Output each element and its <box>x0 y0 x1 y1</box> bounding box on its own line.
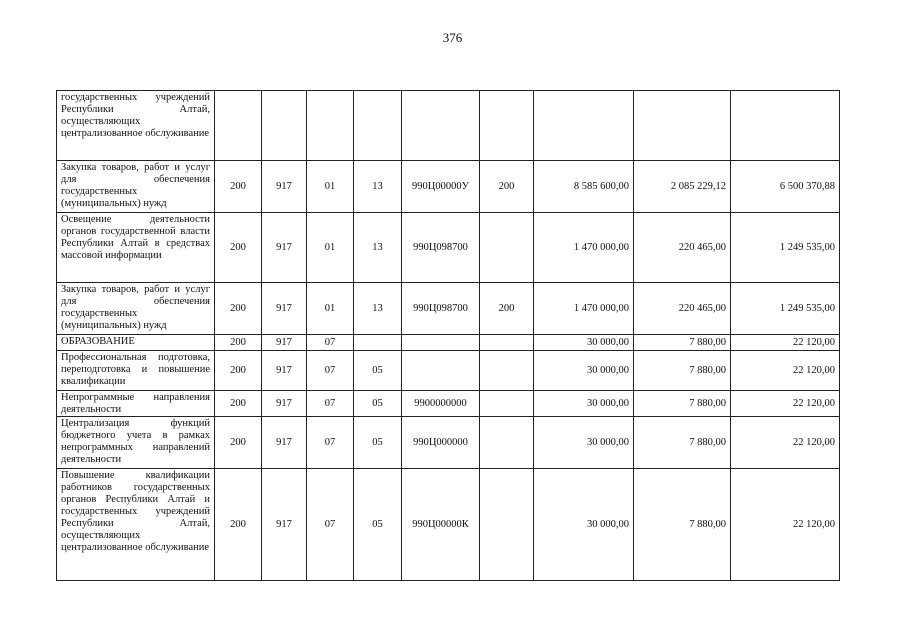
remainder-amount-cell: 1 249 535,00 <box>731 213 840 283</box>
section-cell <box>307 91 354 161</box>
expense-type-cell <box>480 351 534 391</box>
executed-amount-cell: 220 465,00 <box>634 283 731 335</box>
admin-code-cell: 200 <box>215 391 262 417</box>
plan-amount-cell: 30 000,00 <box>534 391 634 417</box>
expense-type-cell: 200 <box>480 283 534 335</box>
plan-amount-cell: 30 000,00 <box>534 417 634 469</box>
target-article-cell: 990Ц098700 <box>402 213 480 283</box>
subsection-cell <box>354 335 402 351</box>
executed-amount-cell: 7 880,00 <box>634 469 731 581</box>
row-name-cell: государственных учреждений Республики Алтай, осуществляющих централизованное обслуживание <box>57 91 215 161</box>
table-row <box>57 391 840 417</box>
target-article-cell: 9900000000 <box>402 391 480 417</box>
table-row <box>57 417 840 469</box>
chief-admin-cell: 917 <box>262 283 307 335</box>
subsection-cell: 05 <box>354 417 402 469</box>
admin-code-cell: 200 <box>215 213 262 283</box>
plan-amount-cell: 8 585 600,00 <box>534 161 634 213</box>
plan-amount-cell: 1 470 000,00 <box>534 283 634 335</box>
chief-admin-cell: 917 <box>262 335 307 351</box>
expense-type-cell <box>480 91 534 161</box>
remainder-amount-cell: 1 249 535,00 <box>731 283 840 335</box>
expense-type-cell <box>480 417 534 469</box>
remainder-amount-cell: 22 120,00 <box>731 469 840 581</box>
subsection-cell: 05 <box>354 351 402 391</box>
chief-admin-cell <box>262 91 307 161</box>
target-article-cell <box>402 335 480 351</box>
plan-amount-cell: 30 000,00 <box>534 469 634 581</box>
section-cell: 01 <box>307 283 354 335</box>
row-name-cell: Освещение деятельности органов государственной власти Республики Алтай в средствах массовой информации <box>57 213 215 283</box>
remainder-amount-cell <box>731 91 840 161</box>
admin-code-cell: 200 <box>215 417 262 469</box>
expense-type-cell <box>480 213 534 283</box>
target-article-cell <box>402 351 480 391</box>
row-name-cell: Закупка товаров, работ и услуг для обеспечения государственных (муниципальных) нужд <box>57 161 215 213</box>
table-row <box>57 335 840 351</box>
target-article-cell: 990Ц00000К <box>402 469 480 581</box>
section-cell: 07 <box>307 335 354 351</box>
executed-amount-cell: 2 085 229,12 <box>634 161 731 213</box>
executed-amount-cell: 7 880,00 <box>634 391 731 417</box>
section-cell: 07 <box>307 391 354 417</box>
target-article-cell: 990Ц000000 <box>402 417 480 469</box>
subsection-cell: 13 <box>354 283 402 335</box>
plan-amount-cell: 30 000,00 <box>534 351 634 391</box>
table-row <box>57 469 840 581</box>
chief-admin-cell: 917 <box>262 417 307 469</box>
remainder-amount-cell: 22 120,00 <box>731 335 840 351</box>
expense-type-cell <box>480 469 534 581</box>
section-cell: 01 <box>307 161 354 213</box>
table-row <box>57 283 840 335</box>
section-cell: 07 <box>307 469 354 581</box>
executed-amount-cell: 220 465,00 <box>634 213 731 283</box>
chief-admin-cell: 917 <box>262 161 307 213</box>
admin-code-cell: 200 <box>215 351 262 391</box>
subsection-cell: 13 <box>354 161 402 213</box>
subsection-cell <box>354 91 402 161</box>
chief-admin-cell: 917 <box>262 469 307 581</box>
admin-code-cell: 200 <box>215 283 262 335</box>
remainder-amount-cell: 22 120,00 <box>731 417 840 469</box>
row-name-cell: Непрограммные направления деятельности <box>57 391 215 417</box>
section-cell: 07 <box>307 351 354 391</box>
chief-admin-cell: 917 <box>262 213 307 283</box>
executed-amount-cell: 7 880,00 <box>634 335 731 351</box>
table-row <box>57 91 840 161</box>
plan-amount-cell: 30 000,00 <box>534 335 634 351</box>
remainder-amount-cell: 22 120,00 <box>731 391 840 417</box>
section-cell: 07 <box>307 417 354 469</box>
admin-code-cell: 200 <box>215 469 262 581</box>
plan-amount-cell <box>534 91 634 161</box>
remainder-amount-cell: 6 500 370,88 <box>731 161 840 213</box>
remainder-amount-cell: 22 120,00 <box>731 351 840 391</box>
admin-code-cell: 200 <box>215 335 262 351</box>
expense-type-cell <box>480 335 534 351</box>
row-name-cell: ОБРАЗОВАНИЕ <box>57 335 215 351</box>
table-row <box>57 213 840 283</box>
row-name-cell: Централизация функций бюджетного учета в рамках непрограммных направлений деятельности <box>57 417 215 469</box>
target-article-cell: 990Ц098700 <box>402 283 480 335</box>
row-name-cell: Закупка товаров, работ и услуг для обеспечения государственных (муниципальных) нужд <box>57 283 215 335</box>
plan-amount-cell: 1 470 000,00 <box>534 213 634 283</box>
page-number: 376 <box>442 30 463 45</box>
row-name-cell: Повышение квалификации работников государственных органов Республики Алтай и государственных учреждений Республики Алтай, осуществляющих централизованное обслуживание <box>57 469 215 581</box>
section-cell: 01 <box>307 213 354 283</box>
table-row <box>57 351 840 391</box>
expense-type-cell: 200 <box>480 161 534 213</box>
executed-amount-cell: 7 880,00 <box>634 351 731 391</box>
chief-admin-cell: 917 <box>262 391 307 417</box>
subsection-cell: 13 <box>354 213 402 283</box>
expense-type-cell <box>480 391 534 417</box>
table-row <box>57 161 840 213</box>
row-name-cell: Профессиональная подготовка, переподготовка и повышение квалификации <box>57 351 215 391</box>
executed-amount-cell <box>634 91 731 161</box>
subsection-cell: 05 <box>354 469 402 581</box>
admin-code-cell: 200 <box>215 161 262 213</box>
target-article-cell <box>402 91 480 161</box>
subsection-cell: 05 <box>354 391 402 417</box>
executed-amount-cell: 7 880,00 <box>634 417 731 469</box>
target-article-cell: 990Ц00000У <box>402 161 480 213</box>
admin-code-cell <box>215 91 262 161</box>
budget-table <box>56 90 840 581</box>
chief-admin-cell: 917 <box>262 351 307 391</box>
